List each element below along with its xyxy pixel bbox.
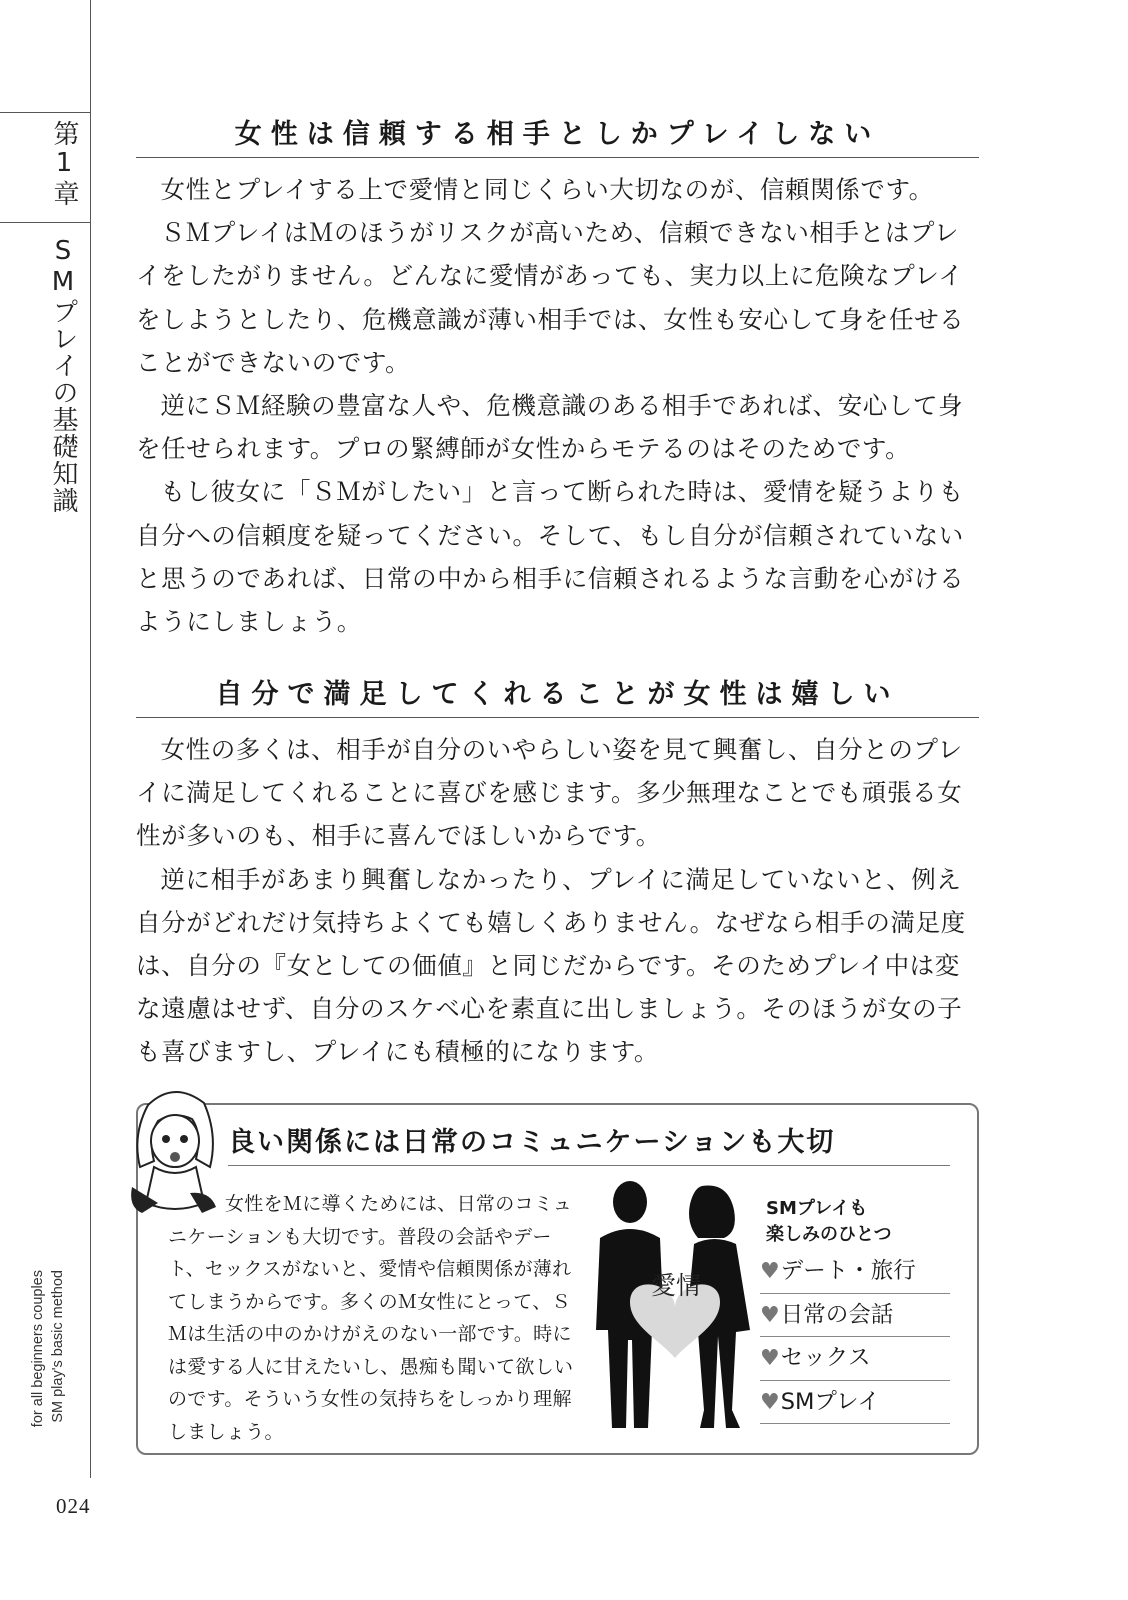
list-item (760, 1294, 950, 1338)
list-item-label: デート・旅行 (780, 1258, 916, 1284)
page-number: 024 (56, 1494, 91, 1518)
list-item-label: 日常の会話 (780, 1301, 894, 1328)
series-line-2: for all beginners couples (30, 1270, 46, 1428)
heart-icon: ♥ (760, 1302, 780, 1328)
section1-body (136, 168, 979, 643)
heart-label: 愛情 (650, 1271, 701, 1300)
section1-heading: 女性は信頼する相手としかプレイしない (234, 119, 881, 150)
list-heading-line-2: 楽しみのひとつ (766, 1224, 892, 1245)
section2-body (136, 728, 979, 1074)
chapter-title: SMプレイの基礎知識 (48, 236, 78, 514)
list-item (760, 1250, 950, 1294)
chapter-label: 第1章 (49, 120, 79, 208)
activity-list (760, 1250, 950, 1424)
couple-silhouette-illustration (590, 1180, 760, 1432)
section1-paragraph: 女性とプレイする上で愛情と同じくらい大切なのが、信頼関係です。 (160, 175, 934, 204)
callout-paragraph: 女性をＭに導くためには、日常のコミュニケーションも大切です。普段の会話やデート、セックスがないと、愛情や信頼関係が薄れてしまうからです。多くのＭ女性にとって、ＳＭは生活の中のかけがえのない一部です。時には愛する人に甘えたいし、愚痴も聞いて欲しいのです。そういう女性の気持ちをしっかり理解しましょう。 (168, 1193, 574, 1443)
callout-title-rule (228, 1165, 950, 1166)
section2-heading-rule (136, 717, 979, 718)
heart-icon: ♥ (760, 1259, 780, 1284)
list-item (760, 1381, 950, 1425)
list-item (760, 1337, 950, 1381)
series-subtitle (26, 1270, 76, 1490)
heart-icon: ♥ (760, 1389, 780, 1415)
series-line-1: SM play's basic method (50, 1270, 66, 1423)
chapter-tab-divider (0, 222, 91, 223)
list-heading (766, 1196, 892, 1248)
list-item-label: セックス (780, 1345, 871, 1371)
heart-icon: ♥ (760, 1346, 780, 1371)
list-item-label: SMプレイ (780, 1388, 880, 1415)
list-heading-line-1: SMプレイも (766, 1198, 868, 1219)
section1-paragraph: ＳＭプレイはＭのほうがリスクが高いため、信頼できない相手とはプレイをしたがりません。どんなに愛情があっても、実力以上に危険なプレイをしようとしたり、危機意識が薄い相手では、女性も安心して身を任せることができないのです。 (136, 218, 965, 377)
section2-heading: 自分で満足してくれることが女性は嬉しい (215, 679, 900, 710)
callout-body (168, 1188, 578, 1448)
section2-paragraph: 女性の多くは、相手が自分のいやらしい姿を見て興奮し、自分とのプレイに満足してくれることに喜びを感じます。多少無理なことでも頑張る女性が多いのも、相手に喜んでほしいからです。 (136, 735, 963, 851)
chapter-tab-top-rule (0, 112, 91, 113)
section2-paragraph: 逆に相手があまり興奮しなかったり、プレイに満足していないと、例え自分がどれだけ気持ちよくても嬉しくありません。なぜなら相手の満足度は、自分の『女としての価値』と同じだからです。そのためプレイ中は変な遠慮はせず、自分のスケベ心を素直に出しましょう。そのほうが女の子も喜びますし、プレイにも積極的になります。 (136, 864, 966, 1067)
section1-heading-rule (136, 157, 979, 158)
section1-paragraph: 逆にＳＭ経験の豊富な人や、危機意識のある相手であれば、安心して身を任せられます。プロの緊縛師が女性からモテるのはそのためです。 (136, 391, 964, 464)
callout-title: 良い関係には日常のコミュニケーションも大切 (228, 1127, 836, 1158)
section1-paragraph: もし彼女に「ＳＭがしたい」と言って断られた時は、愛情を疑うよりも自分への信頼度を疑ってください。そして、もし自分が信頼されていないと思うのであれば、日常の中から相手に信頼されるような言動を心がけるようにしましょう。 (136, 477, 965, 637)
